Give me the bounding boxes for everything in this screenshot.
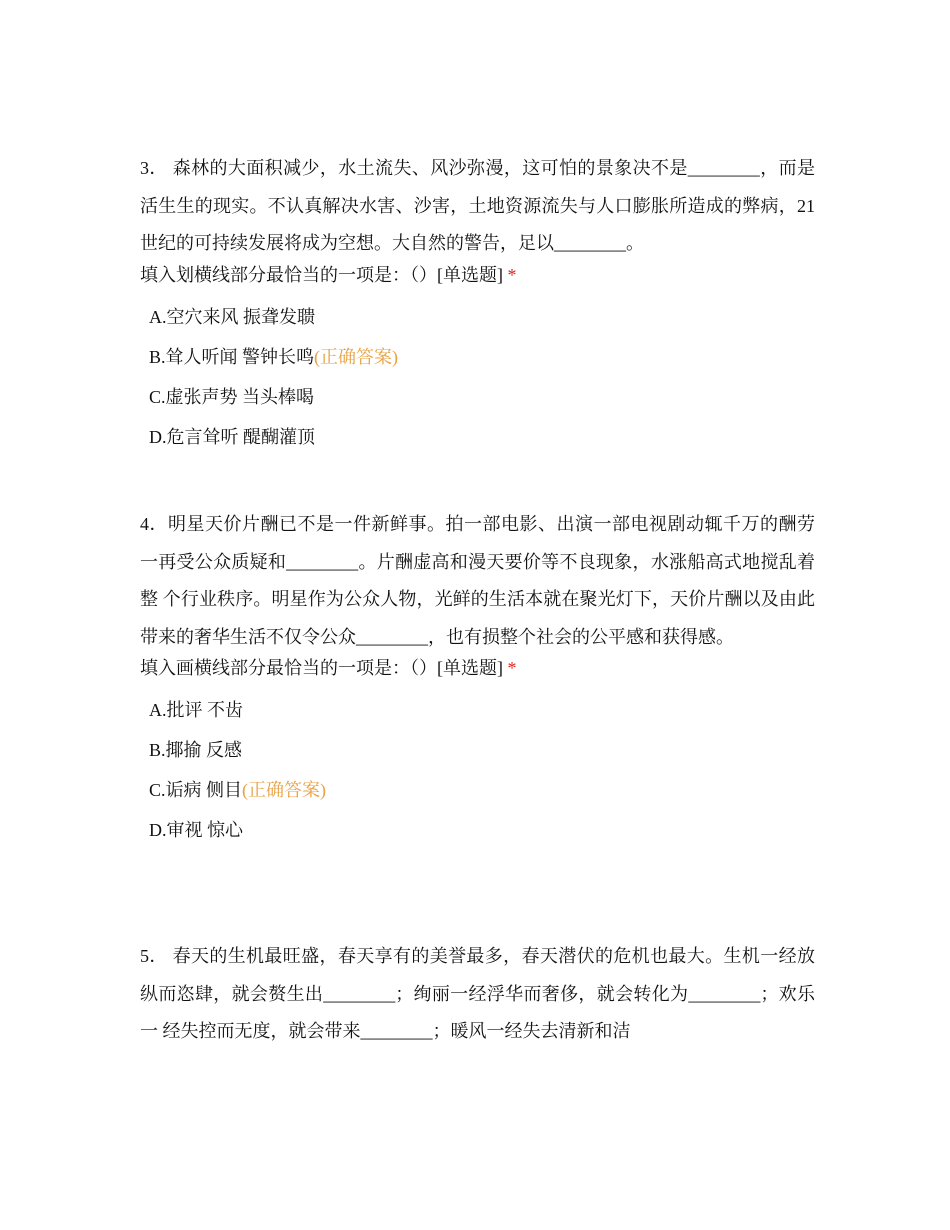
option-label: D.危言耸听 醍醐灌顶 xyxy=(149,426,315,447)
options-list xyxy=(140,297,815,457)
option-label: C.虚张声势 当头棒喝 xyxy=(149,386,315,407)
option-d[interactable] xyxy=(140,417,815,457)
option-c[interactable] xyxy=(140,377,815,417)
option-d[interactable] xyxy=(140,810,815,850)
question-instruction xyxy=(140,263,815,287)
question-stem: 5． 春天的生机最旺盛，春天享有的美誉最多，春天潜伏的危机也最大。生机一经放 纵而恣肆，就会赘生出________；绚丽一经浮华而奢侈，就会转化为________；欢乐一 经失控而无度，就会带来________；暖风一经失去清新和洁 xyxy=(140,946,815,1041)
option-label: B.揶揄 反感 xyxy=(149,740,243,760)
correct-answer-tag: (正确答案) xyxy=(314,346,399,367)
question-3 xyxy=(140,150,815,457)
option-label: B.耸人听闻 警钟长鸣 xyxy=(149,346,315,367)
options-list xyxy=(140,690,815,850)
instruction-text: 填入划横线部分最恰当的一项是：（）[单选题] xyxy=(140,264,503,285)
question-4 xyxy=(140,506,815,850)
question-instruction xyxy=(140,656,815,680)
required-mark: * xyxy=(507,658,517,678)
question-5 xyxy=(140,938,815,1051)
option-label: C.诟病 侧目 xyxy=(149,780,243,800)
option-a[interactable] xyxy=(140,690,815,730)
option-label: A.批评 不齿 xyxy=(149,700,243,720)
question-stem: 3． 森林的大面积减少，水土流失、风沙弥漫，这可怕的景象决不是________，而是活生生的现实。不认真解决水害、沙害，土地资源流失与人口膨胀所造成的弊病，21 世纪的可持续发展将成为空想。大自然的警告，足以________。 xyxy=(140,158,815,253)
option-c[interactable] xyxy=(140,770,815,810)
option-label: A.空穴来风 振聋发聩 xyxy=(149,306,315,327)
required-mark: * xyxy=(507,264,517,285)
option-a[interactable] xyxy=(140,297,815,337)
question-stem: 4．明星天价片酬已不是一件新鲜事。拍一部电影、出演一部电视剧动辄千万的酬劳 一再受公众质疑和________。片酬虚高和漫天要价等不良现象，水涨船高式地搅乱着整 个行业秩序。明星作为公众人物，光鲜的生活本就在聚光灯下，天价片酬以及由此带来的奢华生活不仅令公众________，也有损整个社会的公平感和获得感。 xyxy=(140,514,815,647)
option-b[interactable] xyxy=(140,337,815,377)
correct-answer-tag: (正确答案) xyxy=(242,780,327,800)
option-b[interactable] xyxy=(140,730,815,770)
instruction-text: 填入画横线部分最恰当的一项是：（）[单选题] xyxy=(140,658,503,678)
option-label: D.审视 惊心 xyxy=(149,820,243,840)
